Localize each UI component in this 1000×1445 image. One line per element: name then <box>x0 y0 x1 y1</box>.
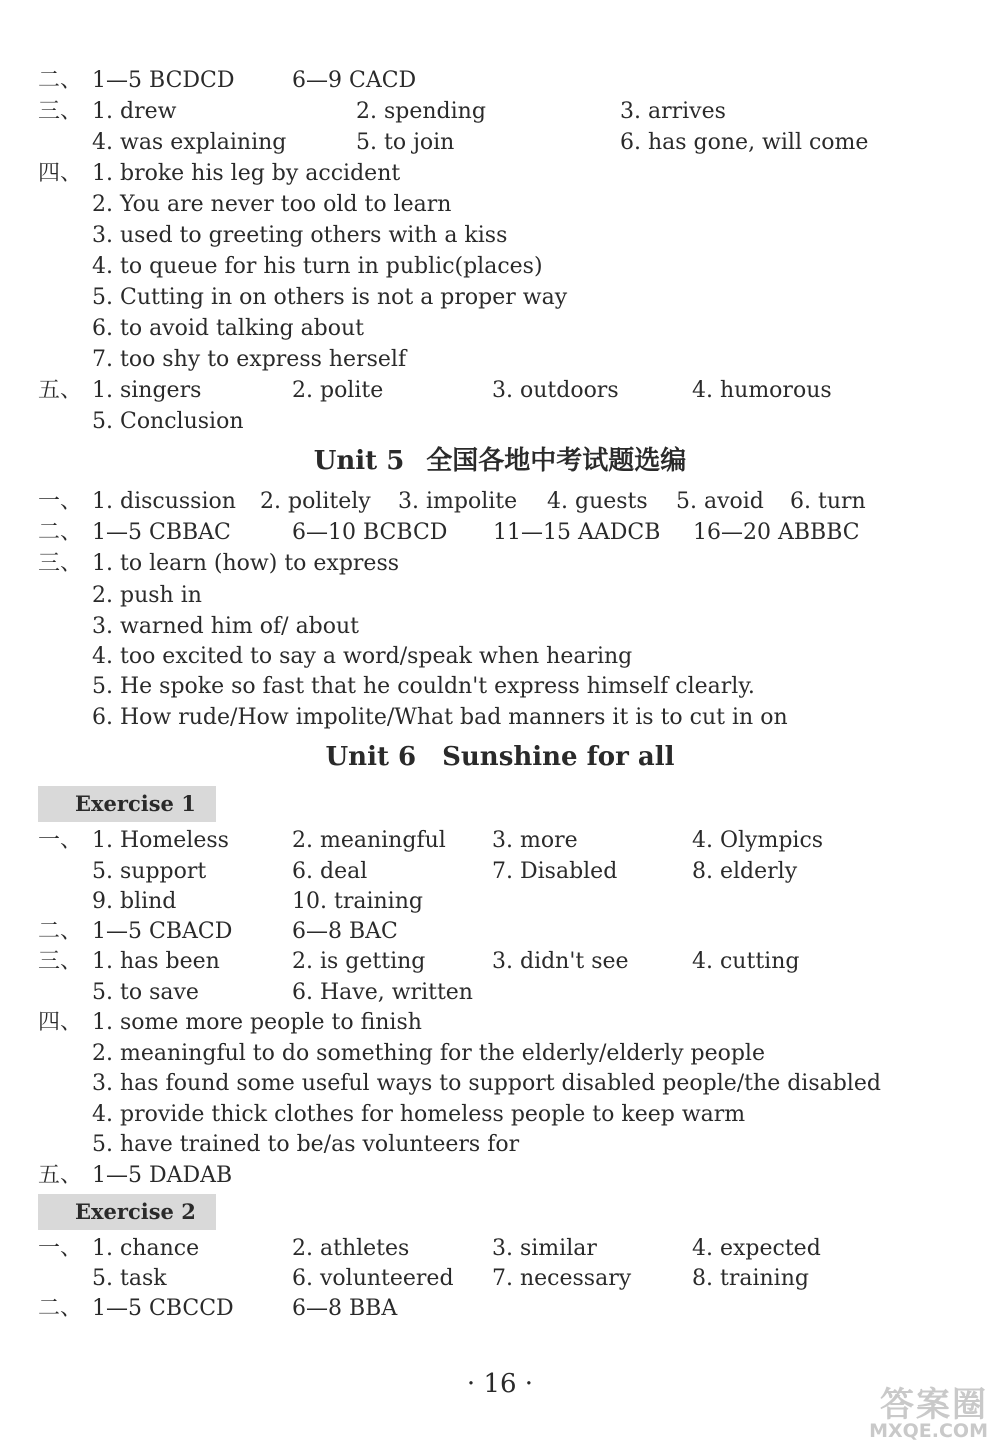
answer-item: 1. drew <box>92 99 177 124</box>
answer-item: 5. Conclusion <box>92 409 244 434</box>
answer-item: 6. Have, written <box>292 980 473 1005</box>
answer-line: 5. have trained to be/as volunteers for <box>92 1132 520 1157</box>
answer-item: 1—5 CBBAC <box>92 520 231 545</box>
answer-item: 5. to join <box>356 130 455 155</box>
answer-row-er <box>0 65 1000 96</box>
answer-line: 3. used to greeting others with a kiss <box>92 223 508 248</box>
watermark-url: MXQE.COM <box>869 1420 988 1442</box>
answer-row-er <box>0 1293 1000 1324</box>
answer-item: 2. polite <box>292 378 384 403</box>
exercise-1-label: Exercise 1 <box>38 786 216 822</box>
answer-item: 3. didn't see <box>492 949 629 974</box>
answer-item: 2. athletes <box>292 1236 410 1261</box>
answer-item: 8. training <box>692 1266 809 1291</box>
section-mark: 四、 <box>38 1010 83 1035</box>
answer-item: 5. avoid <box>676 489 764 514</box>
answer-item: 1. singers <box>92 378 202 403</box>
answer-item: 6—8 BBA <box>292 1296 398 1321</box>
answer-row-er <box>0 517 1000 548</box>
section-mark: 一、 <box>38 489 83 514</box>
answer-item: 3. similar <box>492 1236 597 1261</box>
answer-line: 1. broke his leg by accident <box>92 161 401 186</box>
answer-row-wu-1 <box>0 375 1000 406</box>
unit5-heading <box>0 443 1000 479</box>
answer-item: 4. humorous <box>692 378 832 403</box>
answer-item: 10. training <box>292 889 423 914</box>
answer-line: 2. push in <box>92 583 202 608</box>
answer-item: 6. has gone, will come <box>620 130 869 155</box>
answer-row-san <box>0 548 1000 579</box>
section-mark: 二、 <box>38 919 83 944</box>
answer-line: 1. some more people to finish <box>92 1010 422 1035</box>
watermark-logo <box>838 1385 988 1442</box>
answer-row-san-2 <box>0 127 1000 158</box>
exercise-2-label: Exercise 2 <box>38 1194 216 1230</box>
answer-item: 6—10 BCBCD <box>292 520 448 545</box>
section-mark: 五、 <box>38 1163 83 1188</box>
answer-row-yi <box>0 486 1000 517</box>
section-mark: 一、 <box>38 1236 83 1261</box>
page-number: · 16 · <box>466 1369 534 1399</box>
answer-row-san-2 <box>0 977 1000 1008</box>
answer-item: 4. guests <box>547 489 648 514</box>
answer-item: 16—20 ABBBC <box>693 520 860 545</box>
section-mark: 二、 <box>38 1296 83 1321</box>
answer-line: 4. too excited to say a word/speak when hearing <box>92 644 633 669</box>
answer-row-san-1 <box>0 946 1000 977</box>
answer-row-wu <box>0 1160 1000 1191</box>
answer-item: 4. expected <box>692 1236 821 1261</box>
section-mark: 二、 <box>38 68 83 93</box>
section-mark: 三、 <box>38 99 83 124</box>
answer-line: 6. How rude/How impolite/What bad manners it is to cut in on <box>92 705 788 730</box>
answer-item: 5. support <box>92 859 207 884</box>
answer-item: 5. to save <box>92 980 199 1005</box>
answer-item: 1—5 CBCCD <box>92 1296 234 1321</box>
answer-line: 4. to queue for his turn in public(places) <box>92 254 543 279</box>
section-mark: 五、 <box>38 378 83 403</box>
answer-item: 1. has been <box>92 949 220 974</box>
answer-line: 6. to avoid talking about <box>92 316 365 341</box>
answer-item: 7. necessary <box>492 1266 632 1291</box>
answer-item: 4. was explaining <box>92 130 287 155</box>
answer-item: 6—8 BAC <box>292 919 398 944</box>
answer-row-si <box>0 158 1000 189</box>
section-mark: 二、 <box>38 520 83 545</box>
answer-line: 7. too shy to express herself <box>92 347 407 372</box>
section-mark: 三、 <box>38 551 83 576</box>
answer-item: 1—5 BCDCD <box>92 68 235 93</box>
answer-item: 3. impolite <box>398 489 518 514</box>
answer-line: 3. warned him of/ about <box>92 614 360 639</box>
answer-item: 2. politely <box>260 489 371 514</box>
answer-item: 1—5 DADAB <box>92 1163 233 1188</box>
answer-item: 3. more <box>492 828 578 853</box>
answer-row-yi-1 <box>0 825 1000 856</box>
unit5-title-cn: 全国各地中考试题选编 <box>426 446 687 476</box>
section-mark: 三、 <box>38 949 83 974</box>
section-mark: 四、 <box>38 161 83 186</box>
answer-row-yi-1 <box>0 1233 1000 1264</box>
section-mark: 一、 <box>38 828 83 853</box>
answer-item: 1. chance <box>92 1236 200 1261</box>
answer-item: 3. outdoors <box>492 378 619 403</box>
unit6-title: Unit 6 <box>325 742 417 772</box>
unit5-title: Unit 5 <box>313 446 405 476</box>
answer-item: 7. Disabled <box>492 859 618 884</box>
answer-item: 8. elderly <box>692 859 798 884</box>
answer-line: 4. provide thick clothes for homeless people to keep warm <box>92 1102 746 1127</box>
answer-item: 1. discussion <box>92 489 236 514</box>
answer-item: 5. task <box>92 1266 167 1291</box>
answer-item: 6. volunteered <box>292 1266 454 1291</box>
answer-row-yi-2 <box>0 856 1000 887</box>
answer-item: 2. meaningful <box>292 828 446 853</box>
answer-line: 2. You are never too old to learn <box>92 192 452 217</box>
answer-row-yi-3 <box>0 886 1000 917</box>
answer-item: 11—15 AADCB <box>493 520 661 545</box>
unit6-title-en: Sunshine for all <box>442 742 675 772</box>
answer-item: 1. Homeless <box>92 828 229 853</box>
answer-item: 4. Olympics <box>692 828 824 853</box>
answer-row-er <box>0 916 1000 947</box>
answer-item: 9. blind <box>92 889 177 914</box>
answer-line: 1. to learn (how) to express <box>92 551 400 576</box>
answer-row-si <box>0 1007 1000 1038</box>
answer-item: 2. spending <box>356 99 486 124</box>
answer-item: 6. deal <box>292 859 368 884</box>
answer-line: 2. meaningful to do something for the elderly/elderly people <box>92 1041 765 1066</box>
answer-line: 5. He spoke so fast that he couldn't express himself clearly. <box>92 674 755 699</box>
unit6-heading <box>0 739 1000 775</box>
answer-item: 4. cutting <box>692 949 800 974</box>
answer-line: 5. Cutting in on others is not a proper way <box>92 285 568 310</box>
watermark-text: 答案圈 <box>880 1385 988 1425</box>
answer-item: 1—5 CBACD <box>92 919 233 944</box>
answer-line: 3. has found some useful ways to support disabled people/the disabled <box>92 1071 881 1096</box>
answer-item: 6. turn <box>790 489 866 514</box>
answer-item: 3. arrives <box>620 99 726 124</box>
answer-item: 2. is getting <box>292 949 426 974</box>
answer-item: 6—9 CACD <box>292 68 417 93</box>
answer-row-san-1 <box>0 96 1000 127</box>
answer-row-yi-2 <box>0 1263 1000 1294</box>
